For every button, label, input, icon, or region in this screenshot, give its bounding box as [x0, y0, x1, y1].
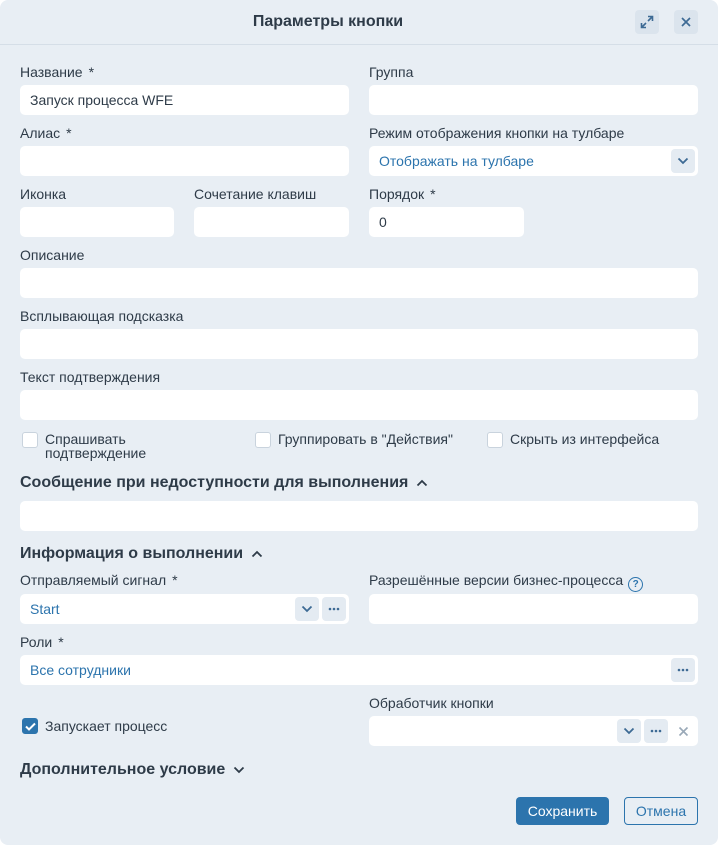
unavailable-section-title: Сообщение при недоступности для выполнения: [20, 474, 409, 491]
dialog-titlebar: [0, 0, 718, 45]
chevron-down-icon: [301, 605, 313, 613]
chevron-down-icon: [623, 727, 635, 735]
alias-input[interactable]: [20, 146, 349, 176]
name-input[interactable]: Запуск процесса WFE: [20, 85, 349, 115]
shortcut-label: Сочетание клавиш: [194, 186, 317, 202]
close-button[interactable]: [674, 10, 698, 34]
ask-confirm-checkbox[interactable]: [22, 432, 38, 448]
close-icon: [680, 16, 692, 28]
confirm-text-label: Текст подтверждения: [20, 369, 161, 385]
display-mode-dropdown-button[interactable]: [671, 149, 695, 173]
display-mode-value: Отображать на тулбаре: [379, 153, 534, 169]
description-label: Описание: [20, 247, 85, 263]
unavailable-message-input[interactable]: [20, 501, 698, 531]
more-icon: [677, 668, 689, 672]
display-mode-select[interactable]: [369, 146, 698, 176]
chevron-up-icon: [251, 550, 263, 558]
chevron-down-icon: [233, 766, 245, 774]
extra-condition-section-title: Дополнительное условие: [20, 761, 226, 778]
roles-input[interactable]: [20, 655, 698, 685]
signal-more-button[interactable]: [322, 597, 346, 621]
group-label: Группа: [369, 64, 414, 80]
handler-clear-button[interactable]: [671, 719, 695, 743]
extra-condition-section-toggle[interactable]: [20, 761, 245, 779]
clear-icon: [678, 726, 689, 737]
order-label: Порядок *: [369, 186, 436, 202]
signal-label: Отправляемый сигнал *: [20, 572, 178, 588]
execution-section-title: Информация о выполнении: [20, 545, 244, 562]
icon-label: Иконка: [20, 186, 67, 202]
more-icon: [328, 607, 340, 611]
display-mode-label: Режим отображения кнопки на тулбаре: [369, 125, 625, 141]
more-icon: [650, 729, 662, 733]
tooltip-label: Всплывающая подсказка: [20, 308, 184, 324]
handler-dropdown-button[interactable]: [617, 719, 641, 743]
roles-value: Все сотрудники: [30, 662, 131, 678]
hide-ui-label: Скрыть из интерфейса: [510, 431, 660, 447]
help-icon[interactable]: ?: [628, 577, 643, 592]
order-input[interactable]: 0: [369, 207, 524, 237]
description-input[interactable]: [20, 268, 698, 298]
cancel-button[interactable]: Отмена: [624, 797, 698, 825]
chevron-up-icon: [416, 479, 428, 487]
dialog-title: Параметры кнопки: [252, 13, 404, 30]
group-actions-label: Группировать в "Действия": [278, 431, 453, 447]
save-button[interactable]: Сохранить: [516, 797, 609, 825]
expand-icon: [640, 15, 654, 29]
name-label: Название *: [20, 64, 95, 80]
versions-input[interactable]: [369, 594, 698, 624]
confirm-text-input[interactable]: [20, 390, 698, 420]
starts-process-label: Запускает процесс: [45, 718, 168, 734]
chevron-down-icon: [677, 157, 689, 165]
expand-button[interactable]: [635, 10, 659, 34]
ask-confirm-label: Спрашивать подтверждение: [45, 431, 147, 461]
signal-dropdown-button[interactable]: [295, 597, 319, 621]
alias-label: Алиас *: [20, 125, 72, 141]
shortcut-input[interactable]: [194, 207, 349, 237]
handler-more-button[interactable]: [644, 719, 668, 743]
unavailable-section-toggle[interactable]: [20, 474, 428, 492]
handler-label: Обработчик кнопки: [369, 695, 494, 711]
checkmark-icon: [25, 722, 36, 731]
starts-process-checkbox[interactable]: [22, 718, 38, 734]
group-actions-checkbox[interactable]: [255, 432, 271, 448]
tooltip-input[interactable]: [20, 329, 698, 359]
hide-ui-checkbox[interactable]: [487, 432, 503, 448]
roles-label: Роли *: [20, 634, 64, 650]
execution-section-toggle[interactable]: [20, 545, 263, 563]
icon-input[interactable]: [20, 207, 174, 237]
roles-more-button[interactable]: [671, 658, 695, 682]
signal-value: Start: [30, 601, 60, 617]
group-input[interactable]: [369, 85, 698, 115]
versions-label: Разрешённые версии бизнес-процесса ?: [369, 572, 643, 592]
